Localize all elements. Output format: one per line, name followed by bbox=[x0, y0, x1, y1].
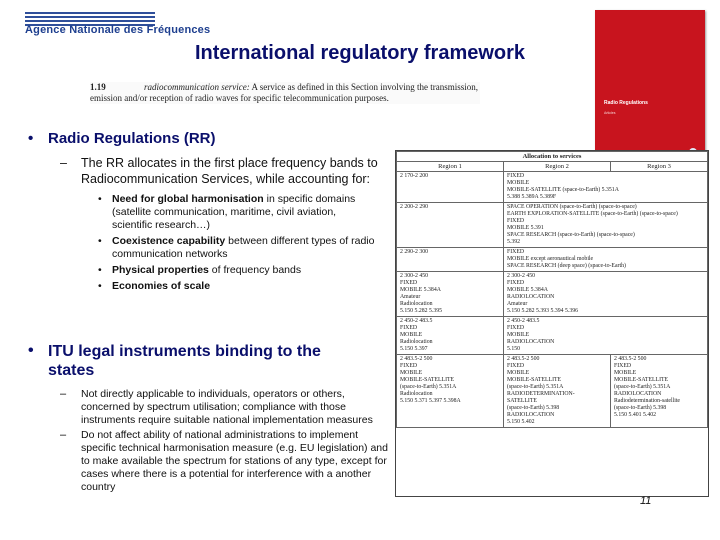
list-item-text: of frequency bands bbox=[208, 264, 302, 276]
section2-item-2: Do not affect ability of national administrations to implement specific technical harmonisation measure (e.g. EU legislation) and to make available the spectrum for stations of any type, except for cases where there is a potential for interference with a another country bbox=[81, 429, 388, 493]
heading-bullet-2 bbox=[28, 342, 368, 380]
cover-subtitle: Articles bbox=[604, 111, 616, 115]
list-item-text: between different types of radio communication networks bbox=[112, 235, 375, 260]
table-header: Region 3 bbox=[611, 162, 708, 172]
heading-bullet-1 bbox=[28, 130, 378, 148]
list-item bbox=[28, 264, 378, 277]
list-item-bold: Need for global harmonisation bbox=[112, 193, 264, 205]
radio-regulations-book-cover bbox=[595, 10, 705, 160]
bullet-dot: • bbox=[98, 235, 102, 247]
list-item-bold: Coexistence capability bbox=[112, 235, 226, 247]
services-cell: FIXED MOBILE except aeronautical mobile SPACE RESEARCH (deep space) (space-to-Earth) bbox=[504, 248, 708, 272]
page-number: 11 bbox=[640, 495, 652, 507]
region1-cell: 2 450-2 483.5 FIXED MOBILE Radiolocation 5.150 5.397 bbox=[397, 317, 504, 355]
table-header: Region 2 bbox=[504, 162, 611, 172]
list-item bbox=[28, 235, 378, 261]
list-item bbox=[28, 429, 388, 494]
cover-title: Radio Regulations bbox=[604, 100, 648, 106]
list-item-bold: Economies of scale bbox=[112, 280, 211, 292]
region23-cell: 2 450-2 483.5 FIXED MOBILE RADIOLOCATION 5.150 bbox=[504, 317, 708, 355]
section1-bullet-list bbox=[28, 193, 378, 293]
list-item bbox=[28, 280, 378, 293]
band-cell: 2 170-2 200 bbox=[397, 172, 504, 203]
section-itu-instruments bbox=[28, 342, 388, 494]
definition-term: radiocommunication service: bbox=[144, 82, 250, 92]
table-row bbox=[397, 172, 708, 203]
table-row bbox=[397, 355, 708, 428]
definition-excerpt bbox=[90, 82, 480, 104]
dash-marker: – bbox=[60, 388, 67, 400]
region1-cell: 2 300-2 450 FIXED MOBILE 5.384A Amateur Radiolocation 5.150 5.282 5.395 bbox=[397, 272, 504, 317]
bullet-dot: • bbox=[98, 193, 102, 205]
section2-item-1: Not directly applicable to individuals, operators or others, concerned by spectrum utilisation; compliance with those instruments require suitable national implementation measures bbox=[81, 388, 373, 426]
list-item bbox=[28, 193, 378, 232]
page-title: International regulatory framework bbox=[194, 42, 526, 64]
services-cell: FIXED MOBILE MOBILE-SATELLITE (space-to-Earth) 5.351A 5.388 5.389A 5.389F bbox=[504, 172, 708, 203]
allocation-table bbox=[395, 150, 709, 497]
section-radio-regulations bbox=[28, 130, 378, 293]
list-item bbox=[28, 388, 388, 427]
section1-sub-text: The RR allocates in the first place frequency bands to Radiocommunication Services, while accounting for: bbox=[81, 156, 378, 186]
services-cell: SPACE OPERATION (space-to-Earth) (space-to-space) EARTH EXPLORATION-SATELLITE (space-to-Earth) (space-to-space) FIXED MOBILE 5.391 SPACE RESEARCH (space-to-Earth) (space-to-space) 5.392 bbox=[504, 203, 708, 248]
region23-cell: 2 300-2 450 FIXED MOBILE 5.384A RADIOLOCATION Amateur 5.150 5.282 5.393 5.394 5.396 bbox=[504, 272, 708, 317]
definition-text: A service as defined in this Section involving the transmission, emission and/or reception of radio waves for specific telecommunication purposes. bbox=[90, 82, 478, 103]
dash-marker: – bbox=[60, 429, 67, 441]
section2-heading: ITU legal instruments binding to the states bbox=[48, 343, 321, 379]
region2-cell: 2 483.5-2 500 FIXED MOBILE MOBILE-SATELLITE (space-to-Earth) 5.351A RADIODETERMINATION- SATELLITE (space-to-Earth) 5.398 RADIOLOCATION 5.150 5.402 bbox=[504, 355, 611, 428]
bullet-dot: • bbox=[28, 130, 34, 147]
list-item-bold: Physical properties bbox=[112, 264, 209, 276]
logo-text: Agence Nationale des Fréquences bbox=[25, 24, 211, 36]
table-row bbox=[397, 248, 708, 272]
table-row bbox=[397, 317, 708, 355]
dash-marker: – bbox=[60, 156, 67, 170]
table-row bbox=[397, 203, 708, 248]
bullet-dot: • bbox=[28, 342, 34, 359]
section1-heading: Radio Regulations (RR) bbox=[48, 130, 216, 147]
region3-cell: 2 483.5-2 500 FIXED MOBILE MOBILE-SATELLITE (space-to-Earth) 5.351A RADIOLOCATION Radiodetermination-satellite (space-to-Earth) 5.398 5.150 5.401 5.402 bbox=[611, 355, 708, 428]
bullet-dot: • bbox=[98, 264, 102, 276]
table-header: Region 1 bbox=[397, 162, 504, 172]
table-caption: Allocation to services bbox=[397, 152, 708, 162]
table-row bbox=[397, 272, 708, 317]
section1-sub-item bbox=[28, 156, 378, 187]
list-item-text: in specific domains (satellite communication, maritime, civil aviation, scientific research…) bbox=[112, 193, 356, 231]
region1-cell: 2 483.5-2 500 FIXED MOBILE MOBILE-SATELLITE (space-to-Earth) 5.351A Radiolocation 5.150 5.371 5.397 5.398A bbox=[397, 355, 504, 428]
anfr-logo bbox=[25, 10, 211, 46]
band-cell: 2 200-2 290 bbox=[397, 203, 504, 248]
band-cell: 2 290-2 300 bbox=[397, 248, 504, 272]
definition-number: 1.19 bbox=[90, 82, 106, 92]
bullet-dot: • bbox=[98, 280, 102, 292]
